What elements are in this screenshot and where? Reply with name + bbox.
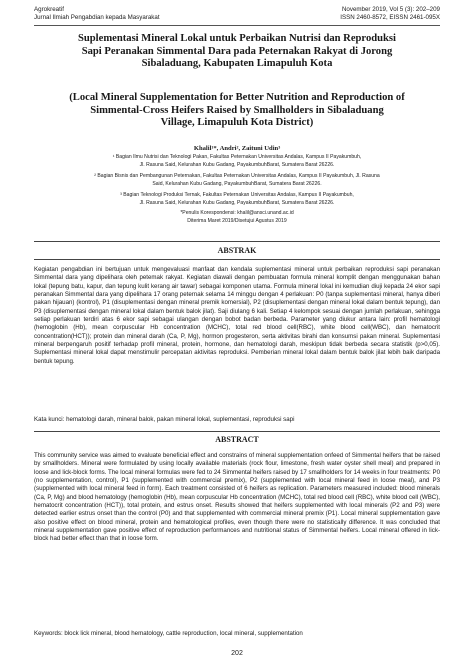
abstrak-heading: ABSTRAK bbox=[217, 246, 257, 255]
affiliation-line: Jl. Rasuna Said, Kelurahan Kubu Gadang, PayakumbuhBarat, Sumatera Barat 26226. bbox=[139, 161, 335, 168]
header-divider bbox=[34, 25, 440, 26]
affiliation-3 bbox=[40, 192, 434, 207]
affiliation-line: ² Bagian Bisnis dan Pembangunan Peternakan, Fakultas Peternakan Universitas Andalas, Kampus II Payakumbuh, Jl. Rasuna bbox=[94, 173, 380, 179]
affiliation-2 bbox=[40, 173, 434, 188]
affiliation-1 bbox=[40, 154, 434, 169]
abstrak-heading-box bbox=[34, 241, 440, 260]
received-dates: Diterima Maret 2019/Disetujui Agustus 2019 bbox=[187, 217, 287, 224]
title-line: (Local Mineral Supplementation for Better Nutrition and Reproduction of bbox=[69, 92, 405, 103]
title-line: Suplementasi Mineral Lokal untuk Perbaikan Nutrisi dan Reproduksi bbox=[78, 33, 396, 44]
title-line: Simmental-Cross Heifers Raised by Smallholders in Sibaladuang bbox=[90, 104, 384, 116]
correspondence-email[interactable]: *Penulis Korespondensi: khalil@ansci.unand.ac.id bbox=[180, 210, 294, 216]
keywords: Keywords: block lick mineral, blood hematology, cattle reproduction, local mineral, supplementation bbox=[34, 630, 303, 637]
title-english bbox=[40, 92, 434, 130]
journal-header-left bbox=[34, 6, 160, 22]
abstract-heading: ABSTRACT bbox=[215, 435, 259, 444]
journal-header-right bbox=[340, 6, 440, 22]
abstrak-paragraph: Kegiatan pengabdian ini bertujuan untuk mengevaluasi manfaat dan kendala suplementasi mineral untuk perbaikan reproduksi sapi peranakan Simmental dara yang dipelihara oleh petemak rakyat. Kegiatan diawali dengan pembuatan formula mineral komplit dengan menggunakan bahan lokal (tepung batu, kapur, dan tepung kulit kerang air tawar) sebagai komponen utama. Formula mineral lokal ini kemudian diuji kepada 24 ekor sapi peranakan Simmental dara yang dipelihara 17 orang peternak selama 14 minggu dengan 4 perlakuan: P0 (tanpa suplementasi mineral, hanya diberi pakan hijauan) (kontrol), P1 (disuplementasi dengan mineral premik komersial), P2 (disuplementasi dengan mineral lokal dalam bentuk tepung), dan P3 (disuplementasi dengan mineral lokal dalam bentuk balok jilat). Saji diulang 6 kali. Setiap 4 kelompok sesuai dengan jumlah perlakuan, sehingga setiap perlakuan terdiri atas 6 ekor sapi sebagai ulangan dengan bobot badan berbeda. Parameter yang diukur antara lain: profil hematologi (hemoglobin (Hb), mean corpuscular Hb concentration (MCHC), total red blood cell(RBC), white blood cell(WBC), dan hematocrit concentration(HCT)); protein dan mineral darah (Ca, P, Mg), hormon progesteron, serta aktivitas birahi dan konsumsi pakan mineral. Suplementasi mineral berpengaruh positif terhadap profil mineral, protein, hormone, dan hematologi darah, meskipun tidak berbeda secara statistik (p>0,05). Suplementasi mineral lokal dapat menstimulir percepatan aktivitas reproduksi. Pemberian mineral lokal dalam bentuk balok jilat lebih baik daripada bentuk tepung. bbox=[34, 266, 440, 365]
issue-info: November 2019, Vol 5 (3): 202–209 bbox=[341, 6, 440, 13]
abstract-paragraph: This community service was aimed to evaluate beneficial effect and constrains of mineral supplementation onfeed of Simmental heifers that be raised by smallholders. Mineral were formulated by using locally available materials (rock flour, limestone, fresh water oyster shell meal) and prepared in loose and lick-block forms. The local mineral formulas were fed to 24 Simmental heifers raised by 17 smallholders for 14 weeks in four treatments: P0 (no supplementation, control), P1 (supplemented with commercial premix), P2 (supplemented with local mineral feed in loose meal), and P3 (supplemented with local mineral feed in form). Each treatment consisted of 6 heifers as replication. Parameters measured included: blood minerals (Ca, P, Mg) and blood hematology (hemoglobin (Hb), mean corpuscular Hb concentration (MCHC), total red blood cell (RBC), white blood cell (WBC), hematocrit concentration (HCT)), total protein, and estrus onset. Results showed that heifers supplemented with local minerals (P2 and P3) were detected earlier estrus onset than the control (P0) and that supplemented with commercial mineral premix (P1). Local mineral supplementation gave also positive effect on blood mineral, protein and hematological profiles, even though there were no statistically difference. It was concluded that mineral supplementation gave positive effect of reproduction performances and nutritional status of Simmental heifers. Local mineral offered in lick-block had better effect than that in loose form. bbox=[34, 452, 440, 543]
section-divider bbox=[34, 431, 440, 432]
kata-kunci: Kata kunci: hematologi darah, mineral balok, pakan mineral lokal, suplementasi, reproduksi sapi bbox=[34, 416, 295, 423]
affiliation-line: Said, Kelurahan Kubu Gadang, PayakumbuhBarat, Sumatera Barat 26226. bbox=[152, 180, 322, 187]
author-list: Khalil¹*, Andri², Zaituni Udin³ bbox=[193, 145, 281, 152]
affiliation-line: Jl. Rasuna Said, Kelurahan Kubu Gadang, PayakumbuhBarat, Sumatera Barat 26226. bbox=[139, 199, 335, 206]
correspondence-block bbox=[40, 210, 434, 225]
page-number: 202 bbox=[231, 650, 243, 657]
title-line: Sibaladuang, Kabupaten Limapuluh Kota bbox=[141, 58, 333, 70]
title-line: Sapi Peranakan Simmental Dara pada Peternakan Rakyat di Jorong bbox=[81, 45, 393, 57]
affiliation-line: ³ Bagian Teknologi Produksi Ternak, Fakultas Peternakan Universitas Andalas, Kampus II Payakumbuh, bbox=[120, 192, 354, 198]
issn-info: ISSN 2460-8572, EISSN 2461-095X bbox=[340, 14, 440, 21]
affiliation-line: ¹ Bagian Ilmu Nutrisi dan Teknologi Pakan, Fakultas Peternakan Universitas Andalas, Kampus II Payakumbuh, bbox=[112, 154, 362, 160]
title-line: Village, Limapuluh Kota District) bbox=[160, 117, 314, 129]
title-indonesian bbox=[40, 33, 434, 71]
journal-subtitle: Jurnal Ilmiah Pengabdian kepada Masyarakat bbox=[34, 14, 160, 21]
journal-name: Agrokreatif bbox=[34, 6, 64, 13]
